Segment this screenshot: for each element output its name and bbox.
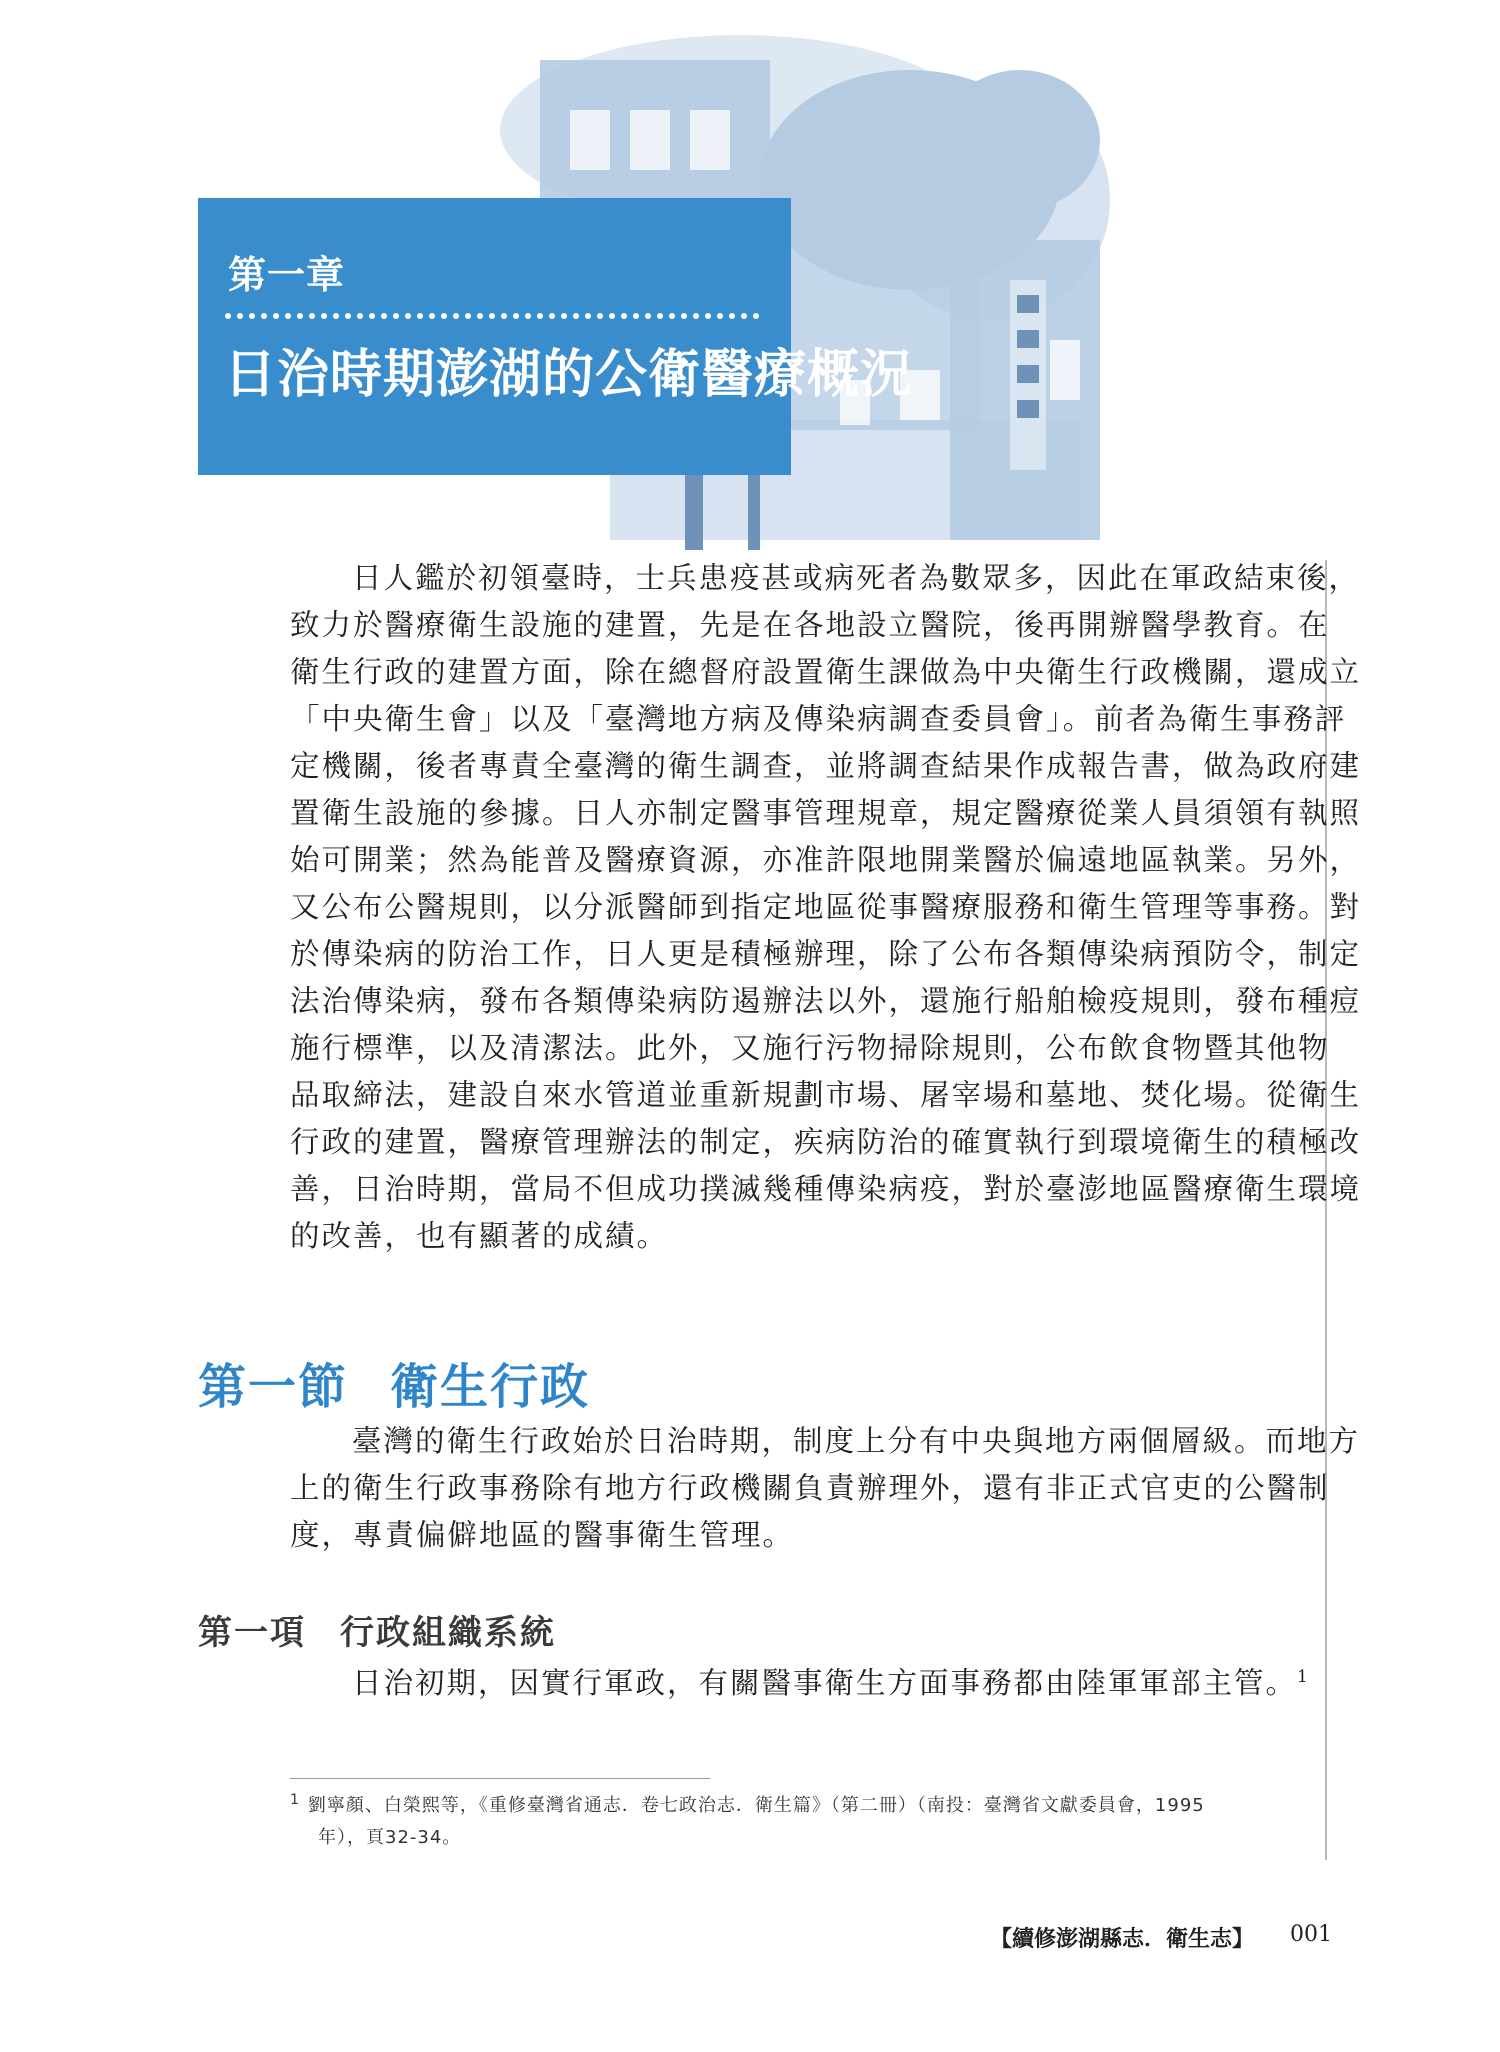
paragraph-line: 行政的建置，醫療管理辦法的制定，疾病防治的確實執行到環境衛生的積極改: [290, 1125, 1362, 1159]
footnote-text: 劉寧顏、白榮熙等，《重修臺灣省通志．卷七政治志．衛生篇》（第二冊）（南投：臺灣省文獻委員會，1995: [307, 1795, 1205, 1816]
divider-dot: [297, 313, 303, 319]
divider-dot: [729, 313, 735, 319]
divider-dot: [321, 313, 327, 319]
paragraph-line: 致力於醫療衛生設施的建置，先是在各地設立醫院，後再開辦醫學教育。在: [290, 608, 1330, 642]
footnote-number: 1: [290, 1792, 300, 1808]
divider-dot: [333, 313, 339, 319]
divider-dot: [513, 313, 519, 319]
divider-dot: [585, 313, 591, 319]
running-head: 【續修澎湖縣志．衛生志】: [990, 1926, 1255, 1952]
paragraph-line: 日人鑑於初領臺時，士兵患疫甚或病死者為數眾多，因此在軍政結束後，: [352, 561, 1361, 595]
divider-dot: [477, 313, 483, 319]
paragraph-line: 臺灣的衛生行政始於日治時期，制度上分有中央與地方兩個層級。而地方: [352, 1424, 1361, 1458]
paragraph-line: 始可開業；然為能普及醫療資源，亦准許限地開業醫於偏遠地區執業。另外，: [290, 843, 1362, 877]
paragraph-line: 的改善，也有顯著的成績。: [290, 1219, 669, 1253]
divider-dot: [441, 313, 447, 319]
item-heading: [198, 1605, 556, 1654]
divider-dot: [381, 313, 387, 319]
footnote-reference[interactable]: 1: [1297, 1667, 1310, 1688]
paragraph-line: 法治傳染病，發布各類傳染病防遏辦法以外，還施行船舶檢疫規則，發布種痘: [290, 984, 1362, 1018]
divider-dot: [633, 313, 639, 319]
paragraph-line: [290, 1660, 1310, 1707]
footnote-line: [290, 1790, 1310, 1822]
item-paragraph-text: 日治初期，因實行軍政，有關醫事衛生方面事務都由陸軍軍部主管。: [352, 1666, 1298, 1700]
divider-dot: [453, 313, 459, 319]
divider-dot: [669, 313, 675, 319]
divider-dot: [261, 313, 267, 319]
divider-dot: [417, 313, 423, 319]
divider-dot: [609, 313, 615, 319]
divider-dot: [465, 313, 471, 319]
item-title: 行政組織系統: [340, 1613, 556, 1653]
divider-dot: [705, 313, 711, 319]
divider-dot: [681, 313, 687, 319]
paragraph-line: 又公布公醫規則，以分派醫師到指定地區從事醫療服務和衛生管理等事務。對: [290, 890, 1362, 924]
divider-dot: [537, 313, 543, 319]
divider-dot: [597, 313, 603, 319]
divider-dot: [405, 313, 411, 319]
paragraph-line: 「中央衛生會」以及「臺灣地方病及傳染病調查委員會」。前者為衛生事務評: [290, 702, 1347, 736]
footnote-rule: [290, 1778, 710, 1779]
paragraph-line: 品取締法，建設自來水管道並重新規劃市場、屠宰場和墓地、焚化場。從衛生: [290, 1078, 1362, 1112]
dotted-divider: [224, 310, 764, 322]
section-number: 第一節: [198, 1359, 349, 1415]
divider-dot: [501, 313, 507, 319]
paragraph-line: 定機關，後者專責全臺灣的衛生調查，並將調查結果作成報告書，做為政府建: [290, 749, 1362, 783]
divider-dot: [573, 313, 579, 319]
page-number: 001: [1290, 1922, 1332, 1947]
divider-dot: [429, 313, 435, 319]
paragraph-line: 上的衛生行政事務除有地方行政機關負責辦理外，還有非正式官吏的公醫制: [290, 1471, 1330, 1505]
footnote-line: 年），頁32-34。: [318, 1827, 462, 1848]
divider-dot: [369, 313, 375, 319]
divider-dot: [345, 313, 351, 319]
intro-paragraph: [290, 555, 1361, 1260]
section-title: 衛生行政: [390, 1359, 591, 1415]
divider-dot: [273, 313, 279, 319]
divider-dot: [657, 313, 663, 319]
chapter-label: 第一章: [228, 252, 346, 297]
divider-dot: [561, 313, 567, 319]
divider-dot: [489, 313, 495, 319]
divider-dot: [645, 313, 651, 319]
divider-dot: [357, 313, 363, 319]
item-paragraph: [290, 1660, 1310, 1707]
divider-dot: [225, 313, 231, 319]
divider-dot: [717, 313, 723, 319]
divider-dot: [621, 313, 627, 319]
paragraph-line: 衛生行政的建置方面，除在總督府設置衛生課做為中央衛生行政機關，還成立: [290, 655, 1362, 689]
paragraph-line: 施行標準，以及清潔法。此外，又施行污物掃除規則，公布飲食物暨其他物: [290, 1031, 1330, 1065]
chapter-header: [198, 198, 914, 475]
divider-dot: [393, 313, 399, 319]
chapter-title: 日治時期澎湖的公衛醫療概況: [224, 344, 914, 405]
divider-dot: [525, 313, 531, 319]
divider-dot: [753, 313, 759, 319]
paragraph-line: 置衛生設施的參據。日人亦制定醫事管理規章，規定醫療從業人員須領有執照: [290, 796, 1362, 830]
divider-dot: [549, 313, 555, 319]
divider-dot: [309, 313, 315, 319]
paragraph-line: 善，日治時期，當局不但成功撲滅幾種傳染病疫，對於臺澎地區醫療衛生環境: [290, 1172, 1362, 1206]
paragraph-line: 度，專責偏僻地區的醫事衛生管理。: [290, 1518, 795, 1552]
footnote: [290, 1790, 1310, 1854]
section-paragraph: [290, 1418, 1360, 1559]
divider-dot: [249, 313, 255, 319]
item-number: 第一項: [198, 1613, 306, 1653]
divider-dot: [693, 313, 699, 319]
divider-dot: [741, 313, 747, 319]
section-heading: [198, 1348, 590, 1417]
divider-dot: [237, 313, 243, 319]
divider-dot: [285, 313, 291, 319]
paragraph-line: 於傳染病的防治工作，日人更是積極辦理，除了公布各類傳染病預防令，制定: [290, 937, 1362, 971]
